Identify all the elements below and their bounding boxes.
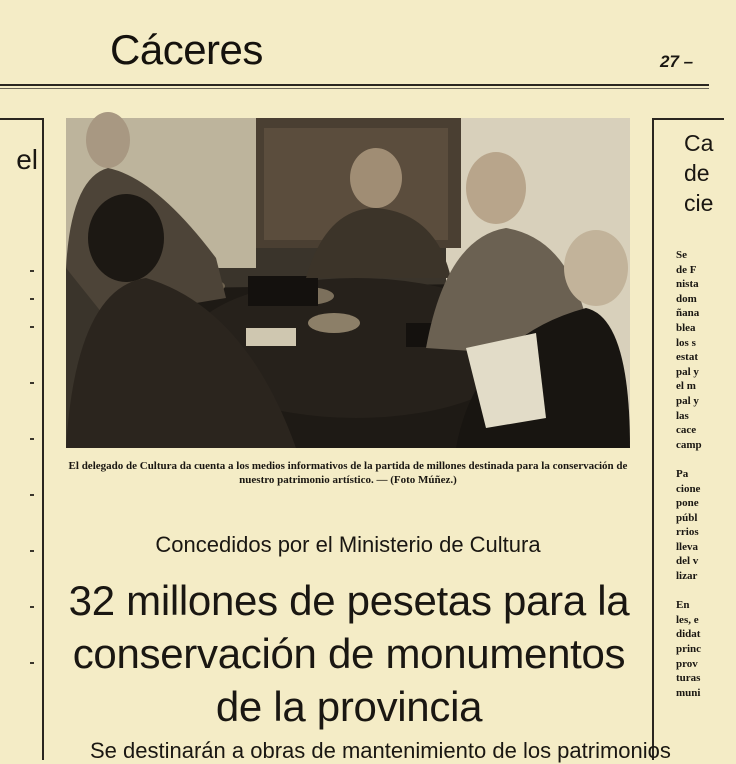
- text-fragment-mark: [30, 494, 34, 496]
- photo-caption: El delegado de Cultura da cuenta a los medios informativos de la partida de millones destinada para la conservación de nuestro patrimonio artístico. — (Foto Múñez.): [68, 460, 628, 486]
- section-title: Cáceres: [110, 26, 263, 73]
- right-title-line: de: [684, 160, 710, 186]
- header-rule: [0, 84, 709, 86]
- text-fragment-mark: [30, 438, 34, 440]
- text-fragment-mark: [30, 298, 34, 300]
- news-photo: [66, 118, 630, 448]
- text-fragment-mark: [30, 382, 34, 384]
- page-number: 27 –: [660, 52, 694, 71]
- article-subhead: Se destinarán a obras de mantenimiento de los patrimonios: [90, 738, 671, 763]
- right-column: [652, 118, 724, 760]
- right-column-body: Se de F nista dom ñana blea los s estat pal y el m pal y las cace camp Pa cione pone públ rrios lleva del v lizar En les, e didat princ prov turas muni: [676, 249, 702, 699]
- left-column: [0, 118, 44, 760]
- header-rule-thin: [0, 88, 709, 89]
- text-fragment-mark: [30, 662, 34, 664]
- text-fragment-mark: [30, 606, 34, 608]
- text-fragment-mark: [30, 270, 34, 272]
- article-headline: 32 millones de pesetas para la conservación de monumentos de la provincia: [68, 577, 630, 730]
- meeting-photo-illustration: [66, 118, 630, 448]
- text-fragment-mark: [30, 326, 34, 328]
- left-column-fragment: el: [16, 144, 38, 175]
- text-fragment-mark: [30, 550, 34, 552]
- right-title-line: cie: [684, 190, 714, 216]
- article-kicker: Concedidos por el Ministerio de Cultura: [155, 532, 541, 557]
- right-title-line: Ca: [684, 130, 714, 156]
